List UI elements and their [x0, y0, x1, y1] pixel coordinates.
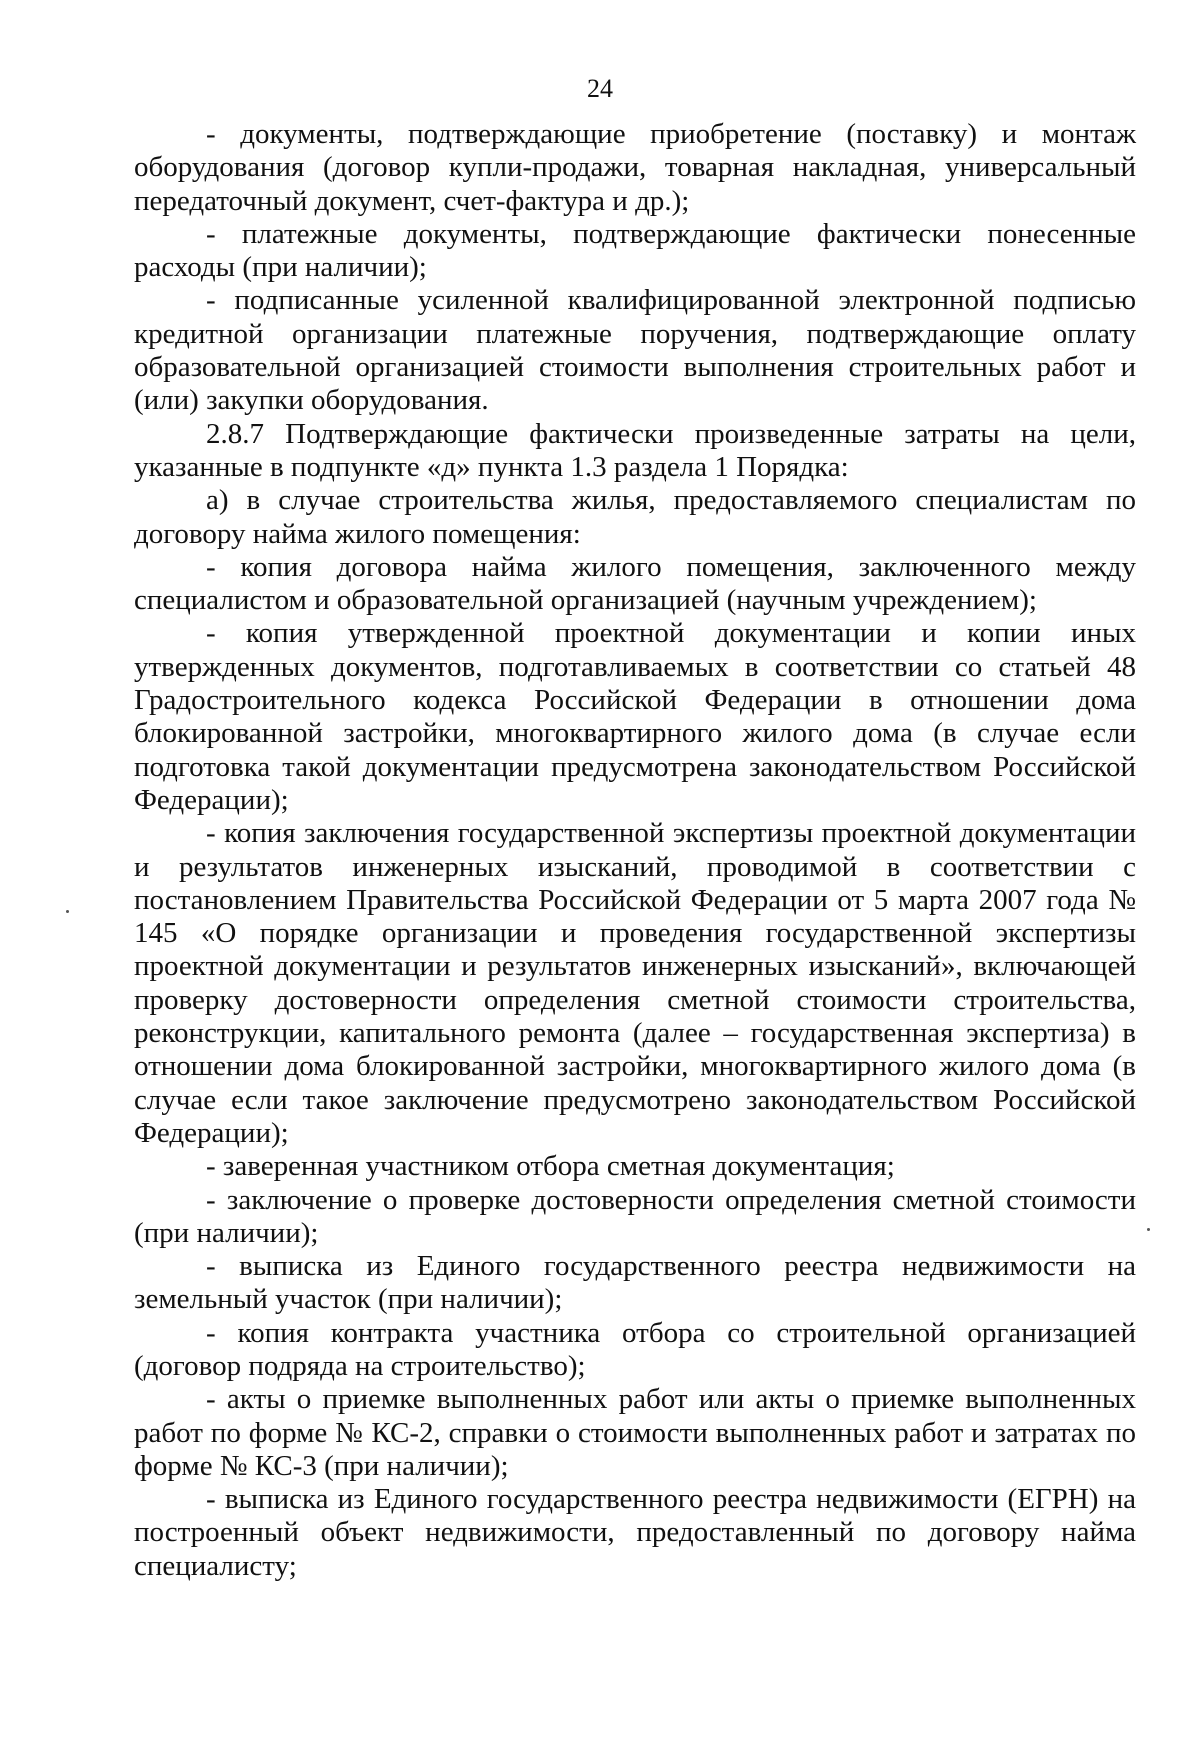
paragraph: - выписка из Единого государственного реестра недвижимости (ЕГРН) на построенный объект недвижимости, предоставленный по договору найма специалисту;	[134, 1483, 1136, 1582]
paragraph: - копия контракта участника отбора со строительной организацией (договор подряда на строительство);	[134, 1316, 1136, 1382]
paragraph: - копия договора найма жилого помещения, заключенного между специалистом и образовательной организацией (научным учреждением);	[134, 550, 1136, 617]
paragraph: - заверенная участником отбора сметная документация;	[206, 1150, 895, 1183]
paragraph: - документы, подтверждающие приобретение (поставку) и монтаж оборудования (договор купли-продажи, товарная накладная, универсальный передаточный документ, счет-фактура и др.);	[134, 118, 1136, 217]
paragraph: - копия заключения государственной экспертизы проектной документации и результатов инженерных изысканий, проводимой в соответствии с постановлением Правительства Российской Федерации от 5 марта 2007 года № 145 «О порядке организации и проведения государственной экспертизы проектной документации и результатов инженерных изысканий», включающей проверку достоверности определения сметной стоимости строительства, реконструкции, капитального ремонта (далее – государственная экспертиза) в отношении дома блокированной застройки, многоквартирного жилого дома (в случае если такое заключение предусмотрено законодательством Российской Федерации);	[134, 817, 1136, 1149]
paragraph: - копия утвержденной проектной документации и копии иных утвержденных документов, подготавливаемых в соответствии со статьей 48 Градостроительного кодекса Российской Федерации в отношении дома блокированной застройки, многоквартирного жилого дома (в случае если подготовка такой документации предусмотрена законодательством Российской Федерации);	[134, 617, 1136, 816]
subsection-heading: а) в случае строительства жилья, предоставляемого специалистам по договору найма жилого помещения:	[134, 484, 1136, 550]
scan-speck	[1147, 1228, 1150, 1231]
paragraph: - подписанные усиленной квалифицированной электронной подписью кредитной организации платежные поручения, подтверждающие оплату образовательной организацией стоимости выполнения строительных работ и (или) закупки оборудования.	[134, 284, 1136, 417]
paragraph: - акты о приемке выполненных работ или акты о приемке выполненных работ по форме № КС-2, справки о стоимости выполненных работ и затратах по форме № КС-3 (при наличии);	[134, 1383, 1136, 1482]
section-heading: 2.8.7 Подтверждающие фактически произведенные затраты на цели, указанные в подпункте «д» пункта 1.3 раздела 1 Порядка:	[134, 417, 1136, 483]
scan-speck	[66, 910, 69, 913]
document-body	[134, 118, 1136, 1583]
page-number: 24	[587, 74, 613, 103]
paragraph: - платежные документы, подтверждающие фактически понесенные расходы (при наличии);	[134, 217, 1136, 284]
paragraph: - выписка из Единого государственного реестра недвижимости на земельный участок (при наличии);	[134, 1250, 1136, 1316]
paragraph: - заключение о проверке достоверности определения сметной стоимости (при наличии);	[134, 1183, 1136, 1249]
